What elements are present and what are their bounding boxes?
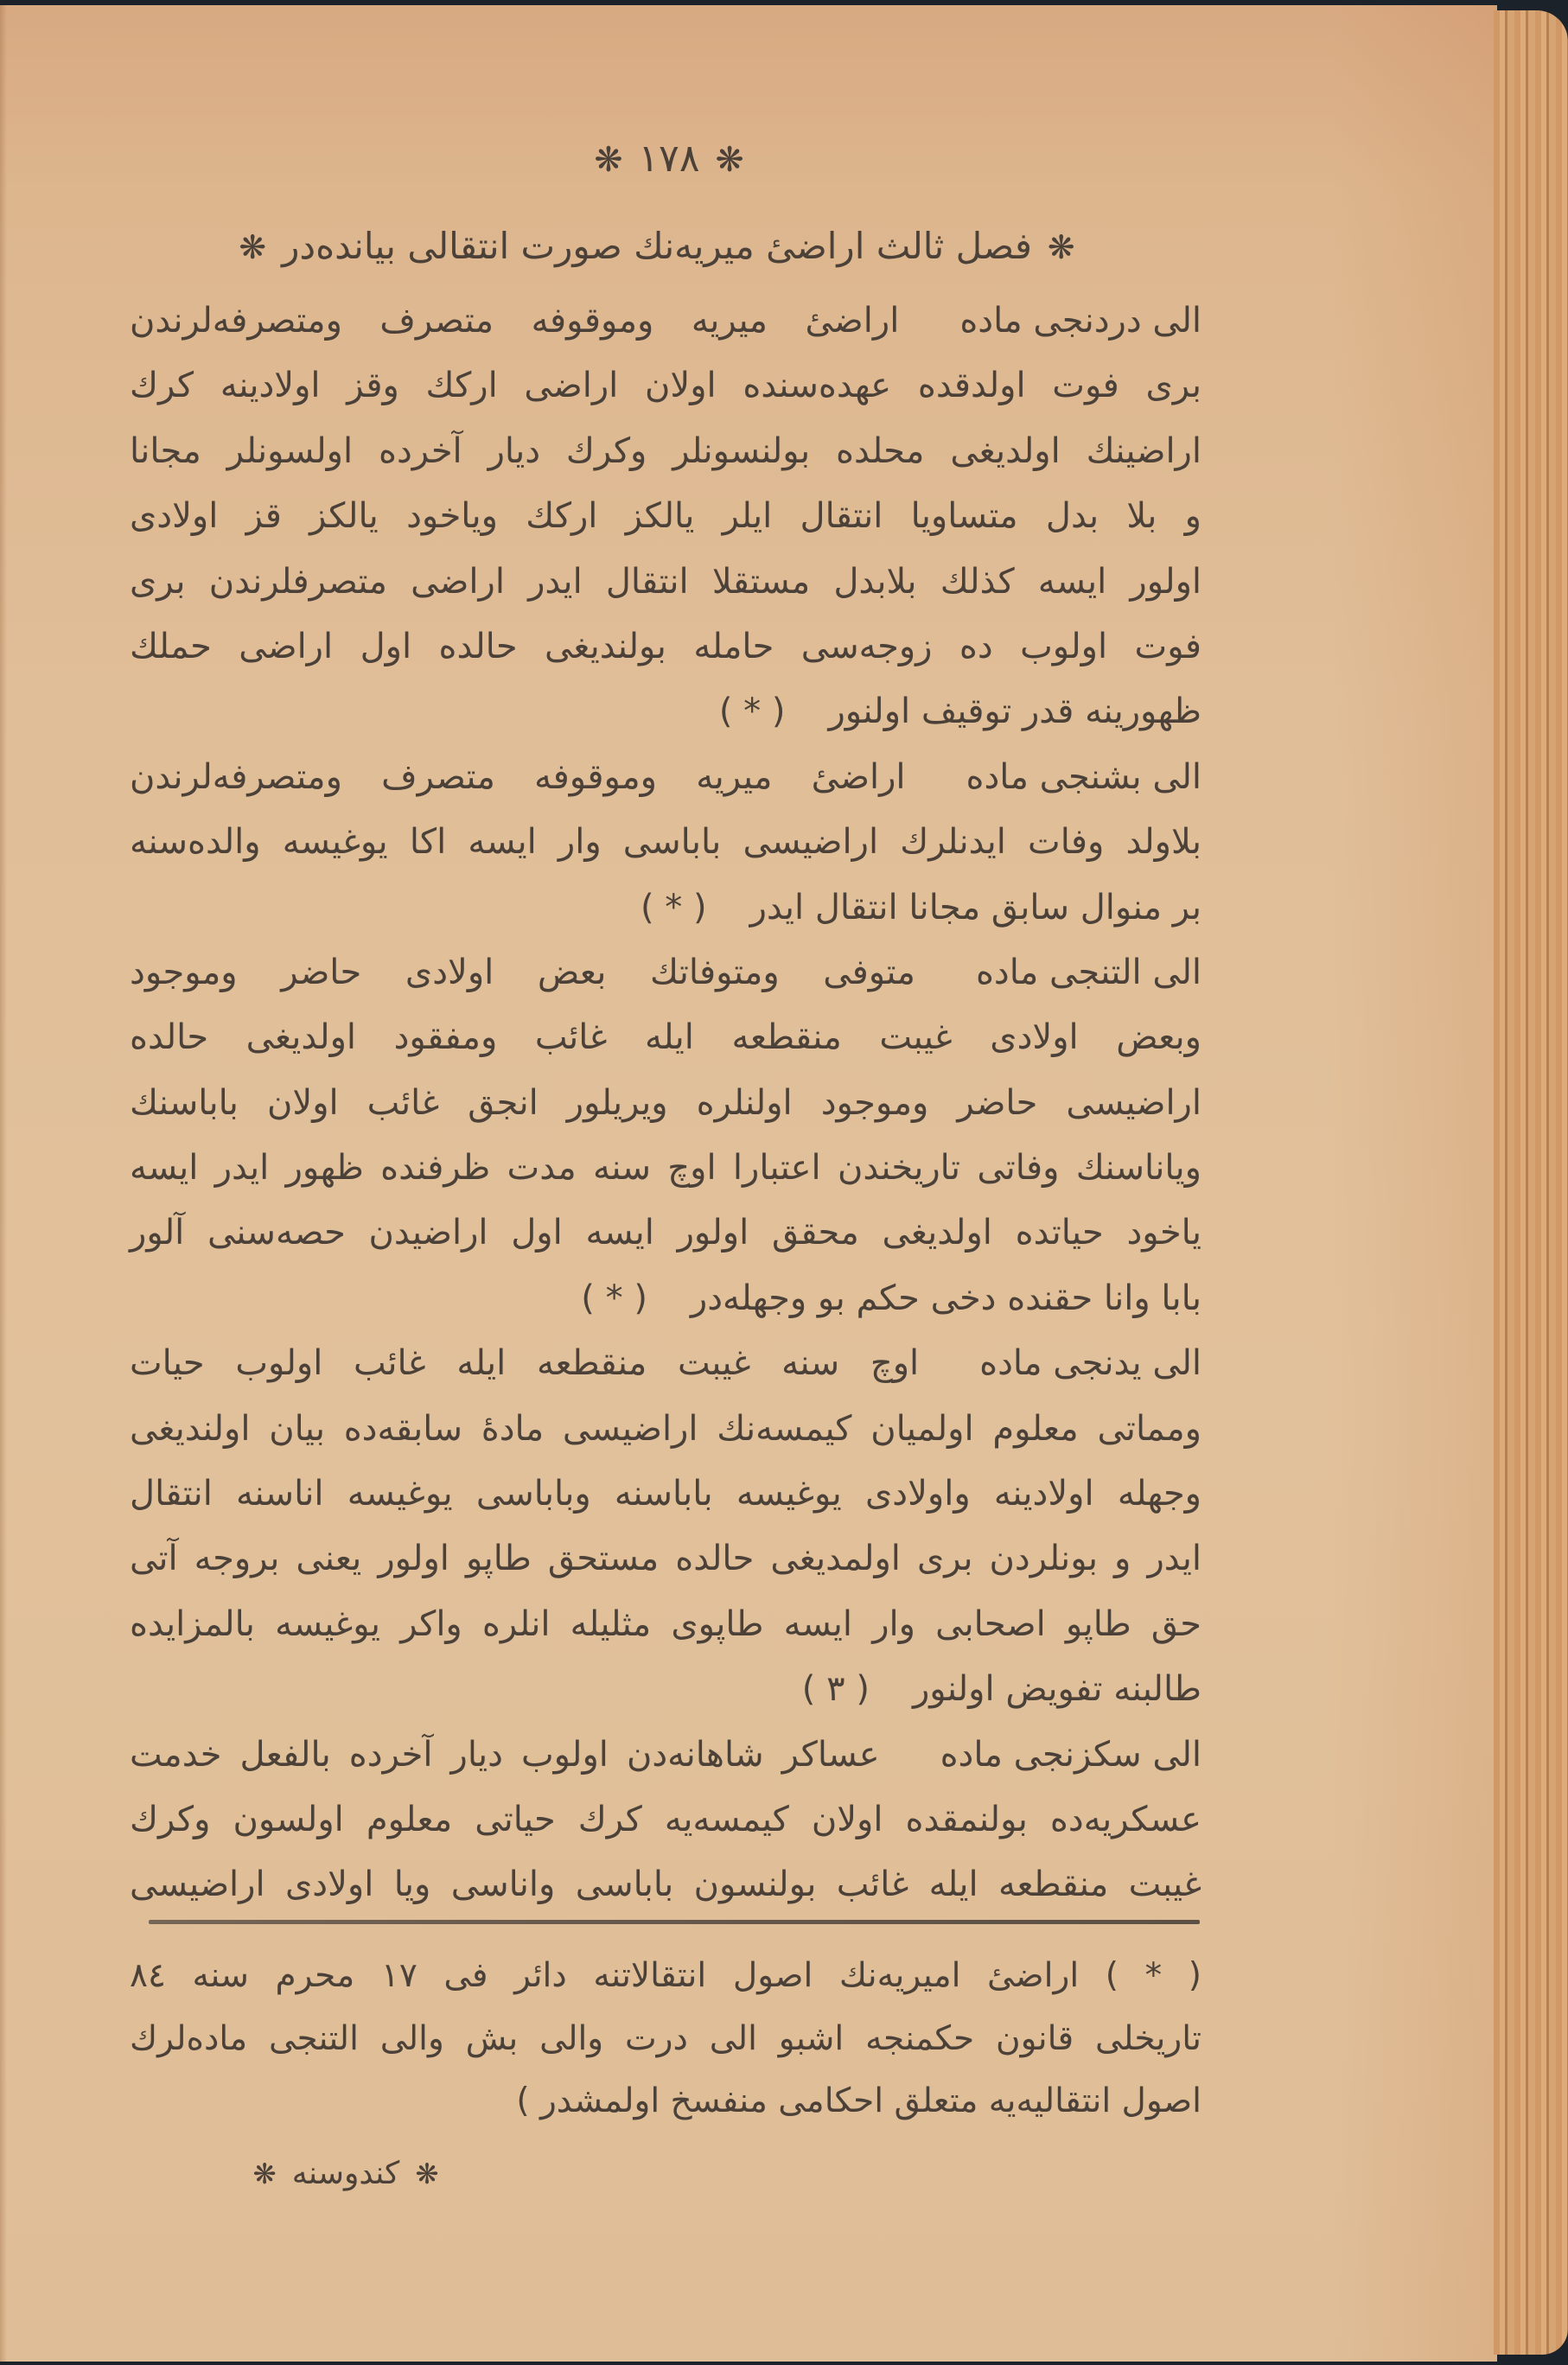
article-label: الی بشنجی ماده <box>966 756 1201 797</box>
article-line: اولور ایسه کذلك بلابدل مستقلا انتقال ایدر اراضی متصرفلرندن بری <box>130 561 1201 602</box>
article-last-line <box>130 1657 1201 1722</box>
article-last-line <box>130 679 1201 744</box>
article-line: ایدر و بونلردن بری اولمدیغی حالده مستحق طاپو اولور یعنی بروجه آتی <box>130 1539 1201 1579</box>
article-line: عسکریه‌ده بولنمقده اولان کیمسه‌یه کرك حیاتی معلوم اولسون وکرك <box>130 1799 1201 1839</box>
body-text <box>130 289 1201 1918</box>
article-line: بری فوت اولدقده عهده‌سنده اولان اراضی ارکك وقز اولادینه کرك <box>130 366 1201 406</box>
article-label: الی یدنجی ماده <box>979 1343 1201 1384</box>
page-number: ۱۷۸ <box>638 137 700 181</box>
star-ornament-icon: ❋ <box>1047 228 1075 266</box>
article-line: بلاولد وفات ایدنلرك اراضیسی باباسی وار ایسه اکا یوغیسه والده‌سنه <box>130 822 1201 863</box>
article-line: اراضیسی حاضر وموجود اولنلره ویریلور انجق غائب اولان باباسنك <box>130 1082 1201 1123</box>
article-first-line <box>130 745 1201 810</box>
footnote-line: اصول انتقالیه‌یه متعلق احکامی منفسخ اولمشدر ) <box>516 2081 1201 2120</box>
article-line: غیبت منقطعه ایله غائب بولنسون باباسی واناسی ویا اولادی اراضیسی <box>130 1865 1201 1905</box>
article-line: اراضینك اولدیغی محلده بولنسونلر وکرك دیار آخرده اولسونلر مجانا <box>130 430 1201 471</box>
note-marker: ( * ) <box>718 692 786 732</box>
page-stack-edge <box>1494 10 1568 2355</box>
article-last-line <box>130 1266 1201 1331</box>
article-line: و بلا بدل متساویا انتقال ایلر یالکز ارکك ویاخود یالکز قز اولادی <box>130 496 1201 537</box>
article-label: الی دردنجی ماده <box>959 301 1201 341</box>
star-ornament-icon: ❋ <box>252 2158 277 2190</box>
catchword: کندوسنه <box>291 2156 400 2191</box>
footnote-line: تاریخلی قانون حکمنجه اشبو الی درت والی بش والی التنجی ماده‌لرك <box>130 2018 1201 2058</box>
star-ornament-icon: ❋ <box>415 2158 439 2190</box>
footnote <box>130 1945 1201 2133</box>
article-label: الی التنجی ماده <box>975 952 1201 992</box>
section-title-row <box>207 216 1106 277</box>
star-ornament-icon: ❋ <box>594 140 623 180</box>
page-right-shade <box>1331 5 1497 2362</box>
article-line: یاخود حیاتده اولدیغی محقق اولور ایسه اول اراضیدن حصه‌سنی آلور <box>130 1213 1201 1253</box>
footnote-line: ( * ) اراضیٔ امیریه‌نك اصول انتقالاتنه دائر فی ۱۷ محرم سنه ۸٤ <box>130 1956 1201 1995</box>
article-label: الی سکزنجی ماده <box>940 1734 1201 1775</box>
note-marker: ( ۳ ) <box>801 1669 870 1710</box>
article-line: فوت اولوب ده زوجه‌سی حامله بولندیغی حالده اول اراضی حملك <box>130 626 1201 666</box>
page-number-header <box>565 132 773 186</box>
catchword-row <box>207 2147 484 2201</box>
article-line: حق طاپو اصحابی وار ایسه طاپوی مثلیله انلره واکر یوغیسه بالمزایده <box>130 1603 1201 1644</box>
article-text: متوفی ومتوفاتك بعض اولادی حاضر وموجود <box>130 952 915 992</box>
section-title: فصل ثالث اراضیٔ میریه‌نك صورت انتقالی بیانده‌در <box>282 225 1032 267</box>
article-text: اوچ سنه غیبت منقطعه ایله غائب اولوب حیات <box>130 1343 920 1384</box>
article-line: ومماتی معلوم اولمیان کیمسه‌نك اراضیسی مادهٔ سابقه‌ده بیان اولندیغی <box>130 1408 1201 1449</box>
article-line: وجهله اولادینه واولادی یوغیسه باباسنه وباباسی یوغیسه اناسنه انتقال <box>130 1474 1201 1514</box>
article-line: ویاناسنك وفاتی تاریخندن اعتبارا اوچ سنه مدت ظرفنده ظهور ایدر ایسه <box>130 1148 1201 1189</box>
article-last-line <box>130 876 1201 940</box>
star-ornament-icon: ❋ <box>715 140 744 180</box>
article-line: وبعض اولادی غیبت منقطعه ایله غائب ومفقود اولدیغی حالده <box>130 1017 1201 1058</box>
article-first-line <box>130 1331 1201 1396</box>
article-text: اراضیٔ میریه وموقوفه متصرف ومتصرفه‌لرندن <box>130 756 906 797</box>
article-text: اراضیٔ میریه وموقوفه متصرف ومتصرفه‌لرندن <box>130 301 900 341</box>
footnote-rule <box>149 1920 1200 1924</box>
article-first-line <box>130 1723 1201 1788</box>
article-first-line <box>130 289 1201 354</box>
article-text: بر منوال سابق مجانا انتقال ایدر <box>749 887 1201 928</box>
article-text: طالبنه تفویض اولنور <box>912 1669 1201 1710</box>
article-first-line <box>130 940 1201 1005</box>
article-text: ظهورینه قدر توقیف اولنور <box>828 692 1201 732</box>
note-marker: ( * ) <box>640 887 707 928</box>
page-left-edge <box>0 5 7 2362</box>
star-ornament-icon: ❋ <box>239 228 267 266</box>
article-text: عساکر شاهانه‌دن اولوب دیار آخرده بالفعل خدمت <box>130 1734 880 1775</box>
note-marker: ( * ) <box>581 1278 647 1318</box>
article-text: بابا وانا حقنده دخی حکم بو وجهله‌در <box>690 1278 1201 1318</box>
